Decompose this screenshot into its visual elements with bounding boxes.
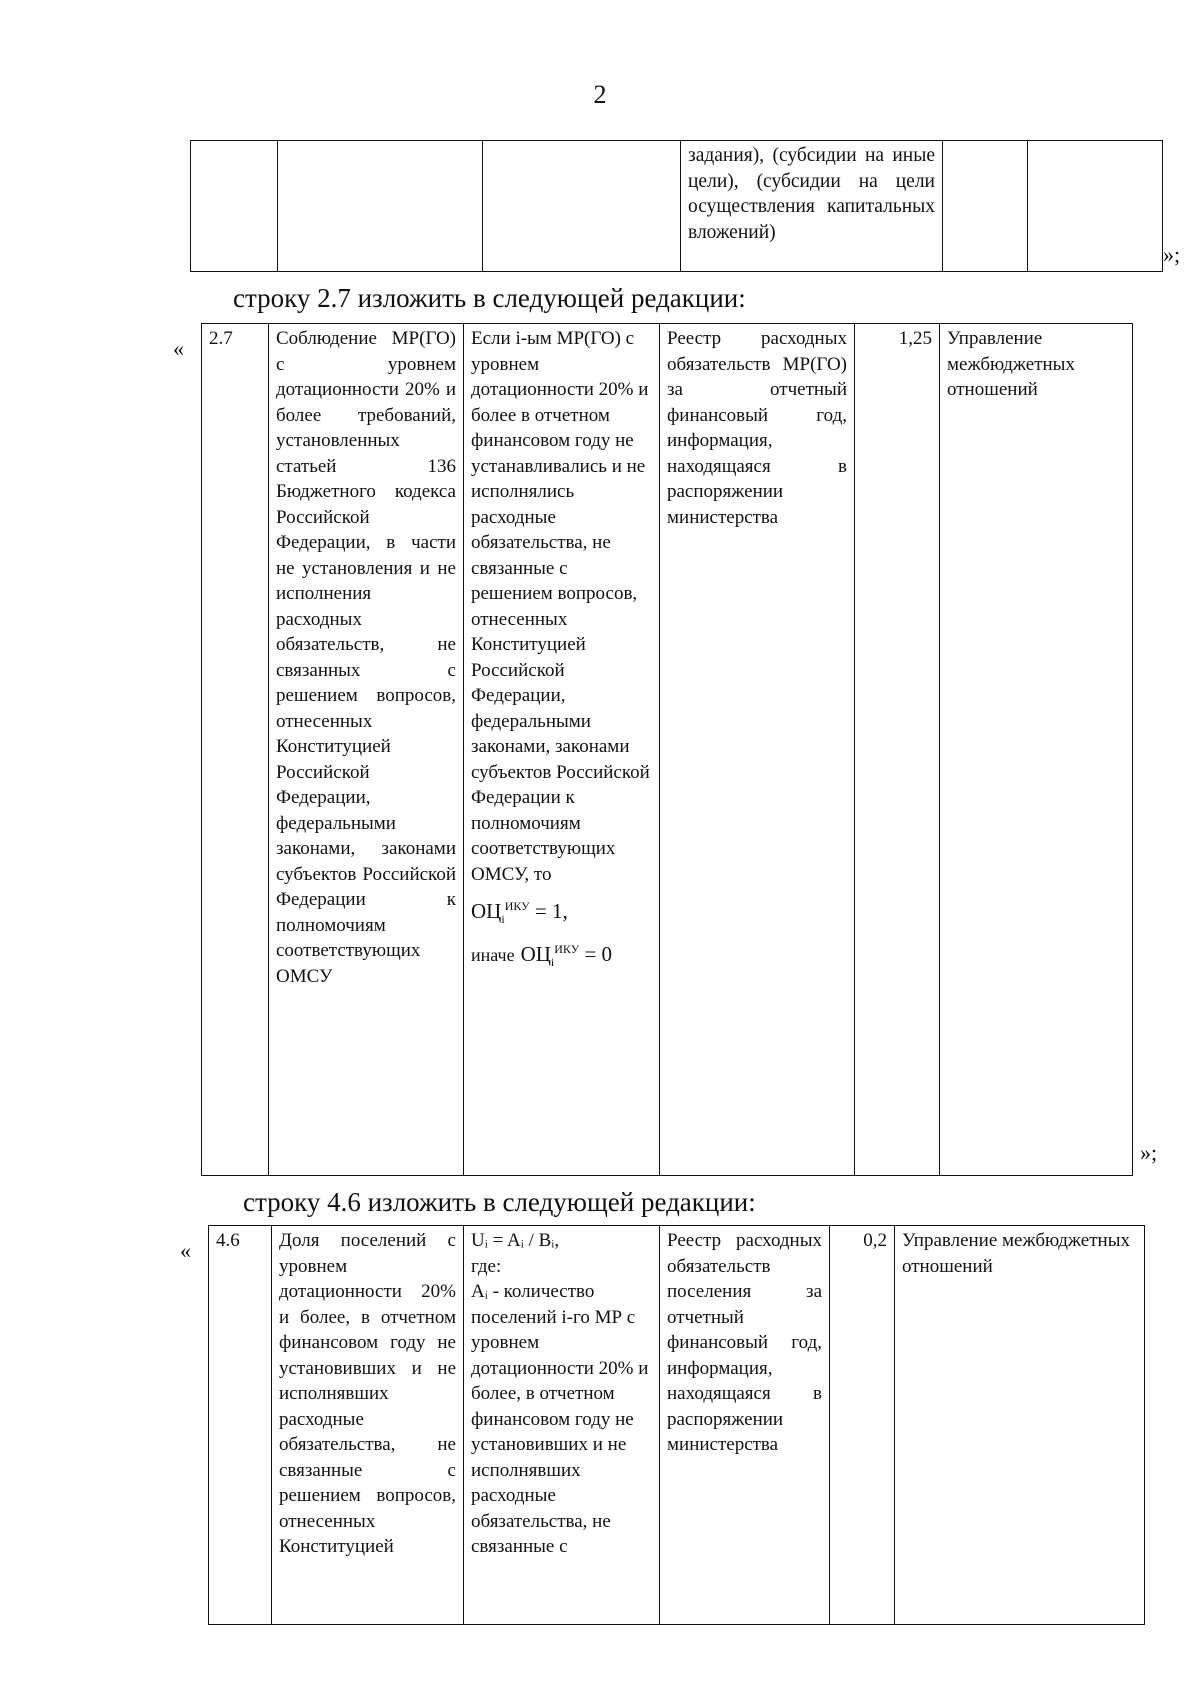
- table-cell: [1028, 141, 1163, 272]
- open-quote: «: [180, 1238, 191, 1263]
- table-cell: [483, 141, 681, 272]
- page-number: 2: [593, 80, 607, 109]
- table-cell: [943, 141, 1028, 272]
- table-cell: задания), (субсидии на иные цели), (субсидии на цели осуществления капитальных вложений): [681, 141, 943, 272]
- close-quote: »;: [1140, 1140, 1158, 1165]
- method-text: Если i-ым МР(ГО) с уровнем дотационности 20% и более в отчетном финансовом году не устанавливались и не исполнялись расходные обязательства, не связанные с решением вопросов, отнесенных Конституцией Российской Федерации, федеральными законами, законами субъектов Российской Федерации к полномочиям соответствующих ОМСУ, то: [471, 328, 650, 885]
- responsible-unit: Управление межбюджетных отношений: [895, 1226, 1145, 1625]
- indicator-name: Доля поселений с уровнем дотационности 20% и более, в отчетном финансовом году не установивших и не исполнявших расходные обязательства, не связанные с решением вопросов, отнесенных Конституцией: [272, 1226, 464, 1625]
- table-row: [191, 141, 1163, 272]
- table-row: [209, 1226, 1145, 1625]
- row-4-6-table: [208, 1225, 1145, 1625]
- continuation-table: [190, 140, 1163, 272]
- formula-term: $ОЦ_i^{ИКУ} = 1$,: [471, 899, 568, 927]
- formula-else: иначе $ОЦ_i^{ИКУ} = 0$: [471, 942, 613, 970]
- row-number: 2.7: [202, 324, 269, 1176]
- section-heading-2-7: строку 2.7 изложить в следующей редакции:: [233, 283, 746, 313]
- table-row: [202, 324, 1133, 1176]
- open-quote: «: [173, 336, 184, 361]
- data-source: Реестр расходных обязательств поселения за отчетный финансовый год, информация, находящаяся в распоряжении министерства: [660, 1226, 830, 1625]
- section-heading-4-6: строку 4.6 изложить в следующей редакции:: [243, 1187, 756, 1217]
- table-cell: [278, 141, 483, 272]
- weight-value: 1,25: [855, 324, 940, 1176]
- formula: [471, 891, 652, 977]
- row-2-7-table: [201, 323, 1133, 1176]
- table-cell: [191, 141, 278, 272]
- close-quote: »;: [1163, 242, 1181, 267]
- weight-value: 0,2: [830, 1226, 895, 1625]
- data-source: Реестр расходных обязательств МР(ГО) за отчетный финансовый год, информация, находящаяся в распоряжении министерства: [660, 324, 855, 1176]
- responsible-unit: Управление межбюджетных отношений: [940, 324, 1133, 1176]
- calculation-method: Uᵢ = Aᵢ / Bᵢ, где: Aᵢ - количество поселений i-го МР с уровнем дотационности 20% и более, в отчетном финансовом году не установивших и не исполнявших расходные обязательства, не связанные с: [464, 1226, 660, 1625]
- indicator-name: Соблюдение МР(ГО) с уровнем дотационности 20% и более требований, установленных статьей 136 Бюджетного кодекса Российской Федерации, в части не установления и не исполнения расходных обязательств, не связанных с решением вопросов, отнесенных Конституцией Российской Федерации, федеральными законами, законами субъектов Российской Федерации к полномочиям соответствующих ОМСУ: [269, 324, 464, 1176]
- row-number: 4.6: [209, 1226, 272, 1625]
- calculation-method: [464, 324, 660, 1176]
